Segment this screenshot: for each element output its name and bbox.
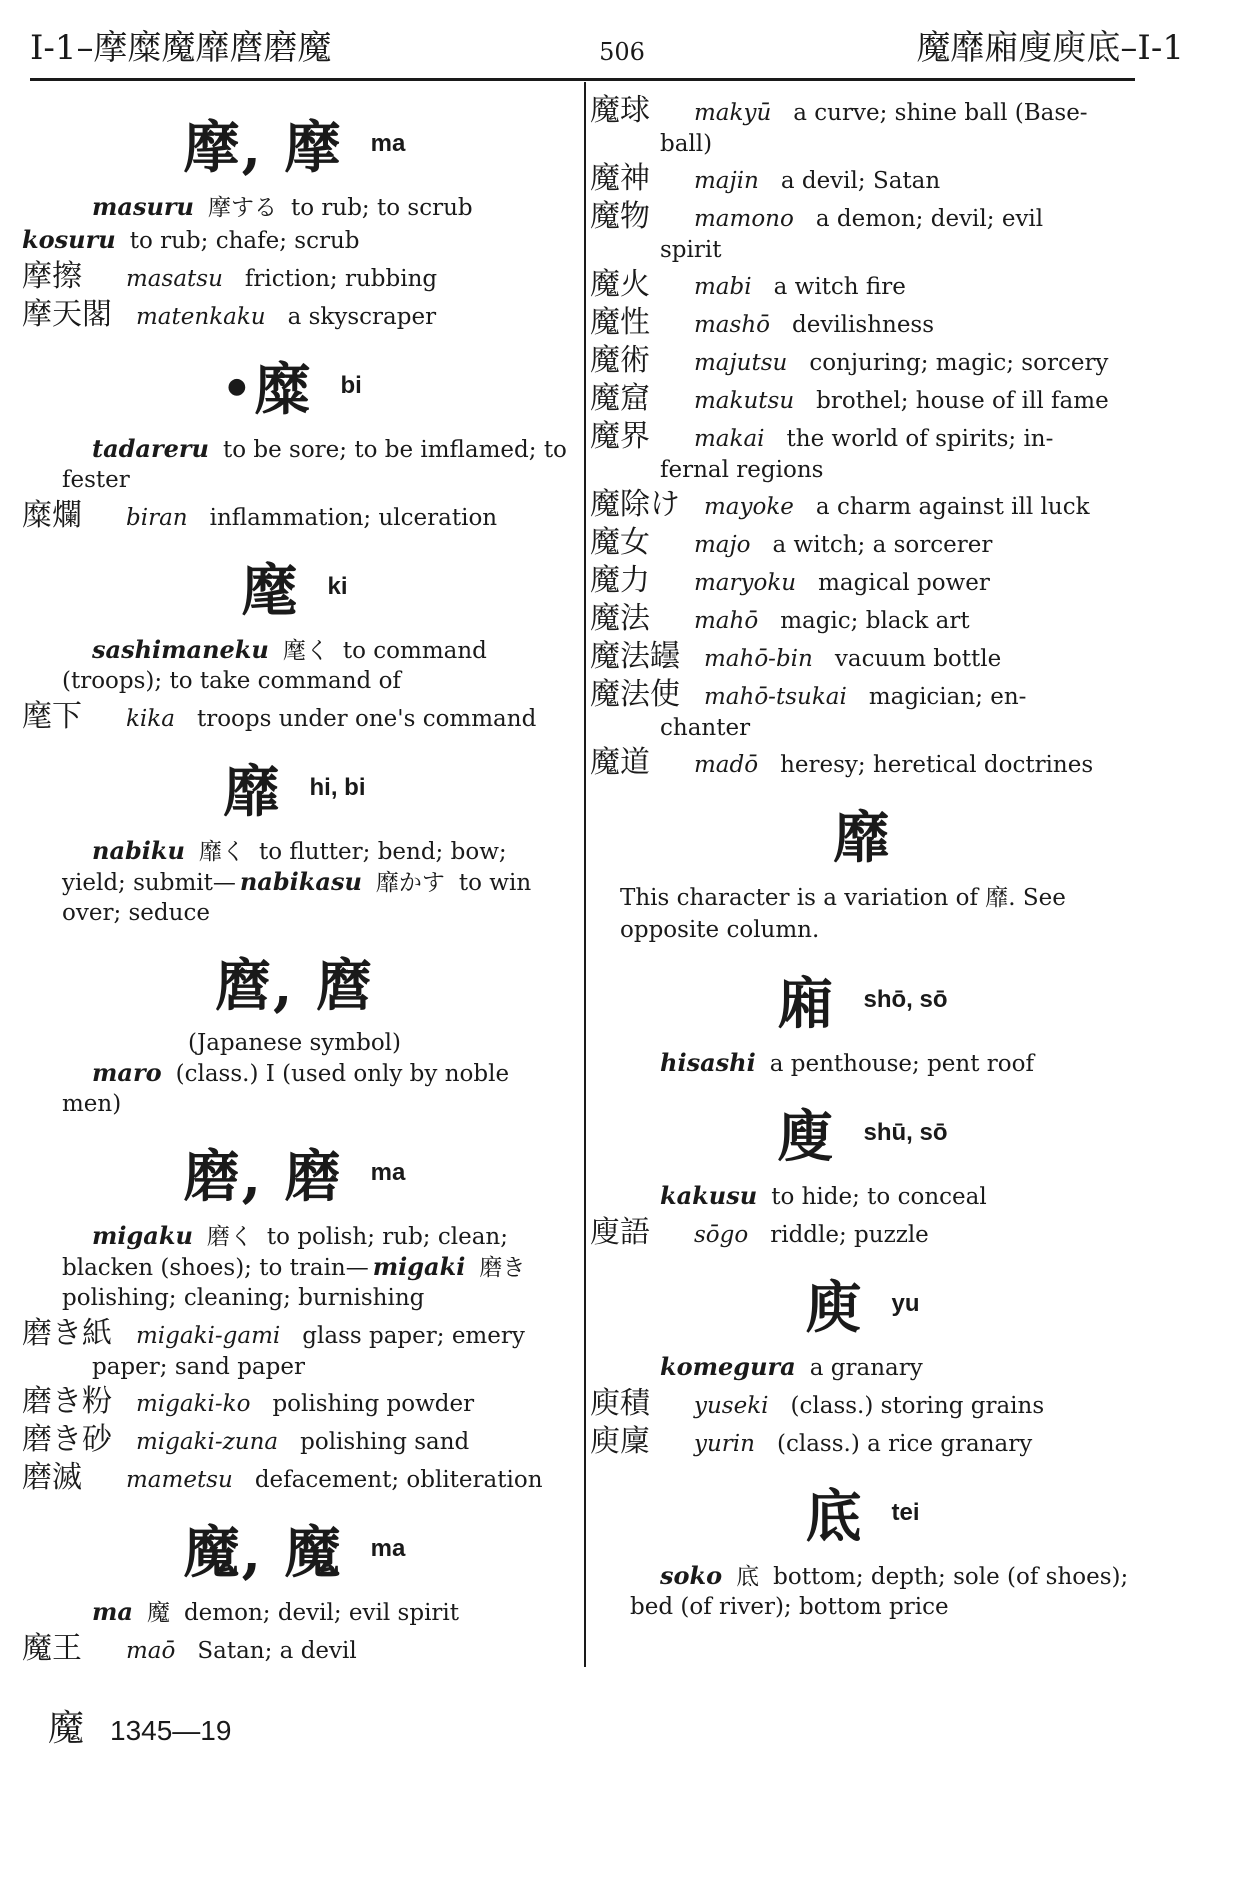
definition-text: a penthouse; pent roof [769,1051,1034,1077]
compound-kanji: 磨き砂 [22,1422,112,1457]
compound-meaning: conjuring; magic; sorcery [809,350,1109,376]
definition-text: to be sore; to be imflamed; to fester [62,437,567,493]
headword-reading: ma [370,1535,406,1562]
definition-romaji-2: migaki [372,1252,466,1281]
compound-kanji: 魔性 [590,305,650,340]
headword-reading: ma [370,130,406,157]
headword-kanji: 庾 [805,1275,864,1341]
compound-meaning: devilishness [792,312,935,338]
definition [590,1352,1135,1383]
compound-kanji: 魔球 [590,93,650,128]
headword [590,960,1135,1040]
compound-entry [590,199,1135,234]
definition-text: to hide; to conceal [771,1184,987,1210]
compound-meaning-continued: spirit [660,237,722,263]
compound-romaji: mahō-bin [704,646,813,672]
compound-meaning: a curve; shine ball (Base- [793,100,1088,126]
compound-kanji: 魔火 [590,267,650,302]
definition-romaji-2: nabikasu [239,867,362,896]
compound-entry [22,297,567,332]
headword-reading: hi, bi [309,774,366,801]
compound-meaning: inflammation; ulceration [209,505,498,531]
headword-kanji: 麾 [241,558,300,624]
compound-kanji: 廋語 [590,1215,650,1250]
compound-meaning: magic; black art [780,608,970,634]
headword-kanji: 廋 [777,1104,836,1170]
compound-kanji: 魔除け [590,487,680,522]
compound-meaning: Satan; a devil [197,1638,357,1664]
compound-romaji: mamono [694,206,794,232]
compound-entry [590,563,1135,598]
compound-romaji: kika [126,706,175,732]
compound-kanji: 麾下 [22,699,82,734]
compound-entry [590,745,1135,780]
compound-romaji: majutsu [694,350,788,376]
definition [22,836,567,928]
compound-romaji: matenkaku [136,304,266,330]
definition-romaji: komegura [660,1352,796,1381]
footer [48,1700,231,1751]
compound-meaning: a charm against ill luck [815,494,1090,520]
definition-romaji: sashimaneku [92,635,269,664]
compound-romaji: yurin [694,1431,755,1457]
compound-meaning: riddle; puzzle [770,1222,929,1248]
headword [590,794,1135,874]
compound-meaning: vacuum bottle [834,646,1002,672]
header-right: 魔靡廂廋庾底–I-1 [916,28,1184,68]
definition-text-2: polishing; cleaning; burnishing [62,1285,425,1311]
compound-romaji: maō [126,1638,176,1664]
compound-romaji: mayoke [704,494,794,520]
headword [22,1133,567,1213]
definition-text: a granary [809,1355,923,1381]
compound-entry [22,1460,567,1495]
compound-kanji: 魔王 [22,1631,82,1666]
headword [22,547,567,627]
definition-text-2: to win over; seduce [62,870,532,926]
headword-kanji: 靡 [833,805,892,871]
headword [22,748,567,828]
compound-romaji: makutsu [694,388,795,414]
definition [590,1561,1135,1622]
definition [22,192,567,223]
compound-meaning: friction; rubbing [244,266,438,292]
compound-entry [590,601,1135,636]
headword-kanji: 摩, 摩 [183,115,343,181]
compound-kanji: 魔術 [590,343,650,378]
headword [590,1473,1135,1553]
definition-romaji: hisashi [660,1048,756,1077]
compound-entry [590,381,1135,416]
compound-kanji: 魔神 [590,161,650,196]
compound-entry [22,1422,567,1457]
headword [22,1509,567,1589]
headword-kanji: 靡 [223,759,282,825]
compound-romaji: migaki-zuna [136,1429,279,1455]
definition-romaji: ma [92,1597,133,1626]
symbol-note: (Japanese symbol) [188,1030,401,1056]
compound-meaning: magician; en- [868,684,1027,710]
column-divider [584,82,586,1667]
definition [590,1048,1135,1079]
definition-romaji: maro [92,1058,162,1087]
compound-entry [590,267,1135,302]
compound-romaji: maryoku [694,570,797,596]
compound-romaji: mahō-tsukai [704,684,847,710]
compound-entry [22,1631,567,1666]
definition-text: to flutter; bend; bow; yield; submit— [62,839,507,896]
compound-kanji: 摩天閣 [22,297,112,332]
compound-entry [590,525,1135,560]
definition-romaji: soko [660,1561,723,1590]
compound-romaji: makyū [694,100,772,126]
headword [22,346,567,426]
headword-kanji: 磨, 磨 [183,1144,343,1210]
compound-kanji: 魔道 [590,745,650,780]
definition-romaji: kosuru [22,225,116,254]
compound-meaning: defacement; obliteration [254,1467,543,1493]
compound-romaji: masatsu [126,266,223,292]
compound-romaji: majin [694,168,759,194]
left-column [22,90,567,1672]
headword-kanji: 底 [805,1484,864,1550]
compound-meaning: a witch; a sorcerer [772,532,993,558]
compound-meaning-continued: chanter [660,715,751,741]
compound-entry [590,305,1135,340]
definition-text: to rub; to scrub [291,195,473,221]
compound-meaning: a skyscraper [287,304,437,330]
compound-kanji: 磨き紙 [22,1316,112,1351]
compound-kanji: 庾積 [590,1386,650,1421]
compound-romaji: makai [694,426,765,452]
compound-meaning-continued: fernal regions [660,457,824,483]
headword [590,1093,1135,1173]
compound-entry [590,677,1135,712]
compound-entry [590,161,1135,196]
compound-meaning: a devil; Satan [780,168,941,194]
headword-kanji: 魔, 魔 [183,1520,343,1586]
definition-romaji: kakusu [660,1181,758,1210]
compound-romaji: madō [694,752,759,778]
definition-romaji: nabiku [92,836,185,865]
variant-note: This character is a variation of 靡. See opposite column. [620,885,1066,943]
compound-entry [22,498,567,533]
definition [22,1597,567,1628]
compound-romaji: mabi [694,274,752,300]
definition [22,1221,567,1313]
definition [22,1058,567,1119]
compound-romaji: migaki-gami [136,1323,281,1349]
compound-romaji: mahō [694,608,759,634]
compound-romaji: majo [694,532,751,558]
headword-reading: bi [340,372,362,399]
compound-meaning: brothel; house of ill fame [816,388,1109,414]
compound-kanji: 魔窟 [590,381,650,416]
compound-kanji: 磨滅 [22,1460,82,1495]
compound-meaning: (class.) a rice granary [776,1431,1033,1457]
compound-meaning: troops under one's command [196,706,537,732]
definition-text: (class.) I (used only by noble men) [62,1061,510,1117]
compound-entry [590,419,1135,454]
compound-entry [590,343,1135,378]
compound-meaning: glass paper; emery [302,1323,525,1349]
definition-japanese: 底 [736,1564,760,1590]
headword-reading: shū, sō [863,1119,948,1146]
definition-text: bottom; depth; sole (of shoes); bed (of river); bottom price [630,1564,1129,1620]
compound-meaning: magical power [818,570,990,596]
compound-romaji: yuseki [694,1393,769,1419]
compound-entry [22,699,567,734]
compound-kanji: 磨き粉 [22,1384,112,1419]
compound-entry [590,1215,1135,1250]
compound-kanji: 魔法使 [590,677,680,712]
headword-reading: ma [370,1159,406,1186]
headword-reading: tei [891,1499,920,1526]
compound-kanji: 糜爛 [22,498,82,533]
definition-text: to command (troops); to take command of [62,638,487,694]
compound-entry [22,1316,567,1351]
compound-kanji: 魔物 [590,199,650,234]
compound-kanji: 魔女 [590,525,650,560]
definition [22,434,567,495]
compound-romaji: sōgo [694,1222,749,1248]
header-left: I-1–摩糜魔靡麿磨魔 [30,28,332,68]
compound-kanji: 魔界 [590,419,650,454]
definition-romaji: migaku [92,1221,193,1250]
definition-text: to polish; rub; clean; blacken (shoes); to train— [62,1224,508,1281]
compound-entry [22,1384,567,1419]
compound-kanji: 魔法 [590,601,650,636]
compound-kanji: 摩擦 [22,259,82,294]
definition [22,635,567,696]
definition [590,1181,1135,1212]
compound-meaning-continued: paper; sand paper [92,1354,305,1380]
compound-kanji: 魔法罎 [590,639,680,674]
definition-japanese: 魔 [146,1600,170,1626]
compound-meaning: (class.) storing grains [790,1393,1045,1419]
compound-entry [22,259,567,294]
headword-kanji: 麿, 麿 [215,953,374,1019]
definition-japanese: 磨く [206,1224,253,1250]
compound-meaning: heresy; heretical doctrines [780,752,1094,778]
headword-reading: shō, sō [863,986,948,1013]
headword-reading: yu [891,1290,920,1317]
page-number: 506 [599,38,645,66]
compound-meaning: a witch fire [773,274,906,300]
headword-kanji: 廂 [777,971,836,1037]
headword-kanji: 糜 [254,357,313,423]
compound-romaji: migaki-ko [136,1391,251,1417]
headword-reading: ki [327,573,348,600]
compound-kanji: 魔力 [590,563,650,598]
compound-entry [590,93,1135,128]
compound-romaji: mametsu [126,1467,233,1493]
compound-romaji: biran [126,505,188,531]
definition-japanese-2: 磨き [479,1255,526,1281]
compound-meaning: the world of spirits; in- [786,426,1054,452]
definition-romaji: tadareru [92,434,209,463]
compound-meaning: polishing sand [300,1429,470,1455]
compound-kanji: 庾廩 [590,1424,650,1459]
definition-text: demon; devil; evil spirit [183,1600,460,1626]
compound-meaning-continued: ball) [660,131,713,157]
header-rule [30,78,1135,81]
bullet-mark: ● [227,373,247,399]
definition-romaji: masuru [92,192,194,221]
definition-japanese: 靡く [198,839,245,865]
compound-entry [590,487,1135,522]
compound-entry [590,1386,1135,1421]
compound-meaning: polishing powder [272,1391,475,1417]
definition-text: to rub; chafe; scrub [129,228,360,254]
definition-japanese: 摩する [208,195,277,221]
footer-number: 1345—19 [110,1715,232,1746]
footer-kanji: 魔 [48,1708,85,1749]
right-column [590,90,1135,1624]
definition-japanese: 麾く [282,638,329,664]
definition [22,225,567,256]
headword [22,942,567,1022]
headword [590,1264,1135,1344]
compound-entry [590,1424,1135,1459]
compound-entry [590,639,1135,674]
headword [22,104,567,184]
definition-japanese-2: 靡かす [375,870,445,896]
compound-meaning: a demon; devil; evil [815,206,1044,232]
compound-romaji: mashō [694,312,770,338]
